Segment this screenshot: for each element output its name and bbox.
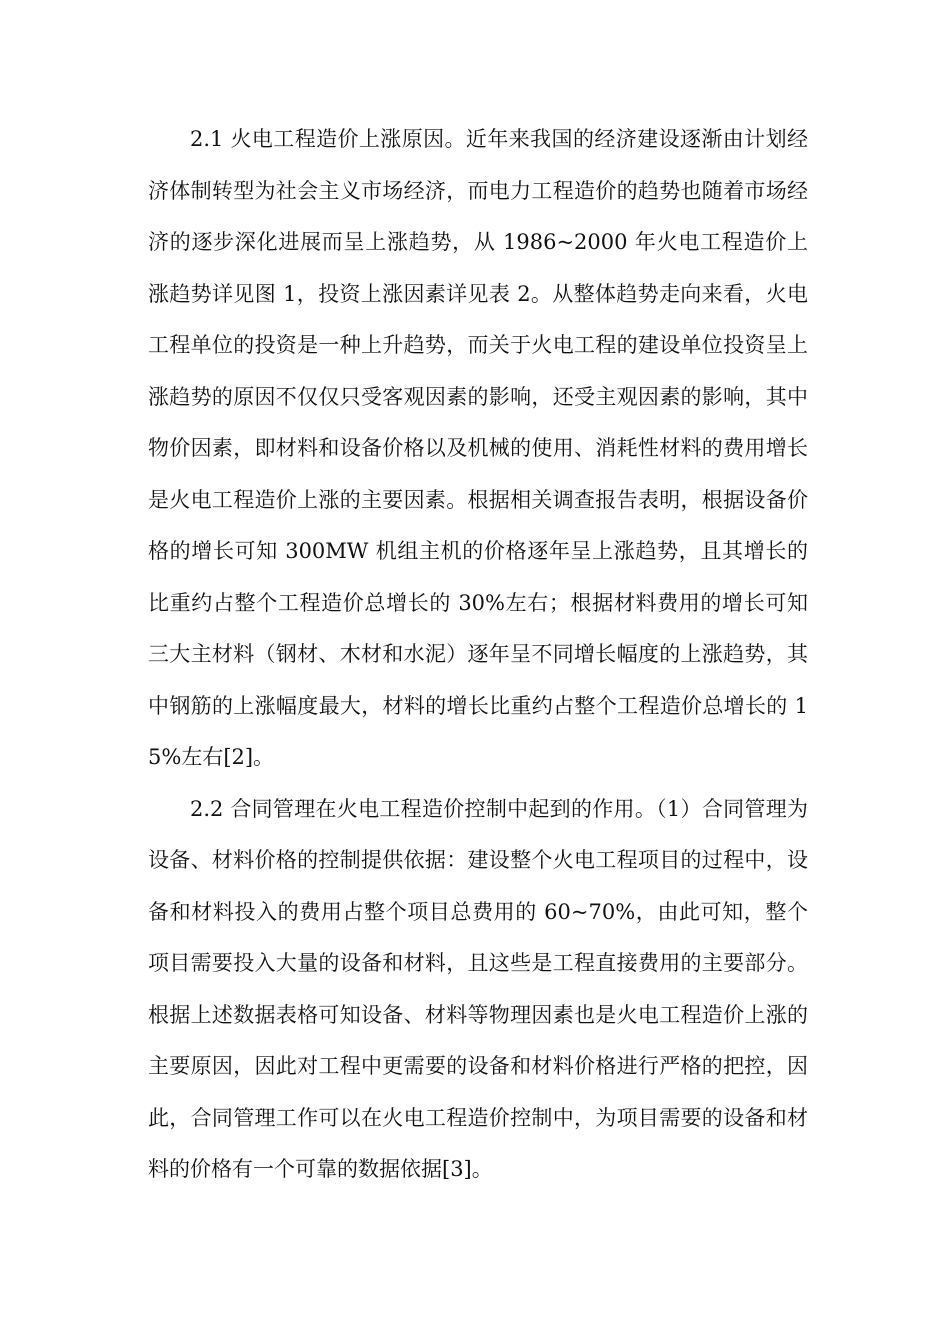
document-body bbox=[148, 114, 808, 1196]
paragraph-2-1: 2.1 火电工程造价上涨原因。近年来我国的经济建设逐渐由计划经济体制转型为社会主义市场经济，而电力工程造价的趋势也随着市场经济的逐步深化进展而呈上涨趋势，从 1986~2000 年火电工程造价上涨趋势详见图 1，投资上涨因素详见表 2。从整体趋势走向来看，火电工程单位的投资是一种上升趋势，而关于火电工程的建设单位投资呈上涨趋势的原因不仅仅只受客观因素的影响，还受主观因素的影响，其中物价因素，即材料和设备价格以及机械的使用、消耗性材料的费用增长是火电工程造价上涨的主要因素。根据相关调查报告表明，根据设备价格的增长可知 300MW 机组主机的价格逐年呈上涨趋势，且其增长的比重约占整个工程造价总增长的 30%左右；根据材料费用的增长可知三大主材料（钢材、木材和水泥）逐年呈不同增长幅度的上涨趋势，其中钢筋的上涨幅度最大，材料的增长比重约占整个工程造价总增长的 15%左右[2]。 bbox=[148, 127, 808, 769]
paragraph-2-2: 2.2 合同管理在火电工程造价控制中起到的作用。（1）合同管理为设备、材料价格的控制提供依据：建设整个火电工程项目的过程中，设备和材料投入的费用占整个项目总费用的 60~70%，由此可知，整个项目需要投入大量的设备和材料，且这些是工程直接费用的主要部分。根据上述数据表格可知设备、材料等物理因素也是火电工程造价上涨的主要原因，因此对工程中更需要的设备和材料价格进行严格的把控，因此，合同管理工作可以在火电工程造价控制中，为项目需要的设备和材料的价格有一个可靠的数据依据[3]。 bbox=[148, 796, 808, 1181]
